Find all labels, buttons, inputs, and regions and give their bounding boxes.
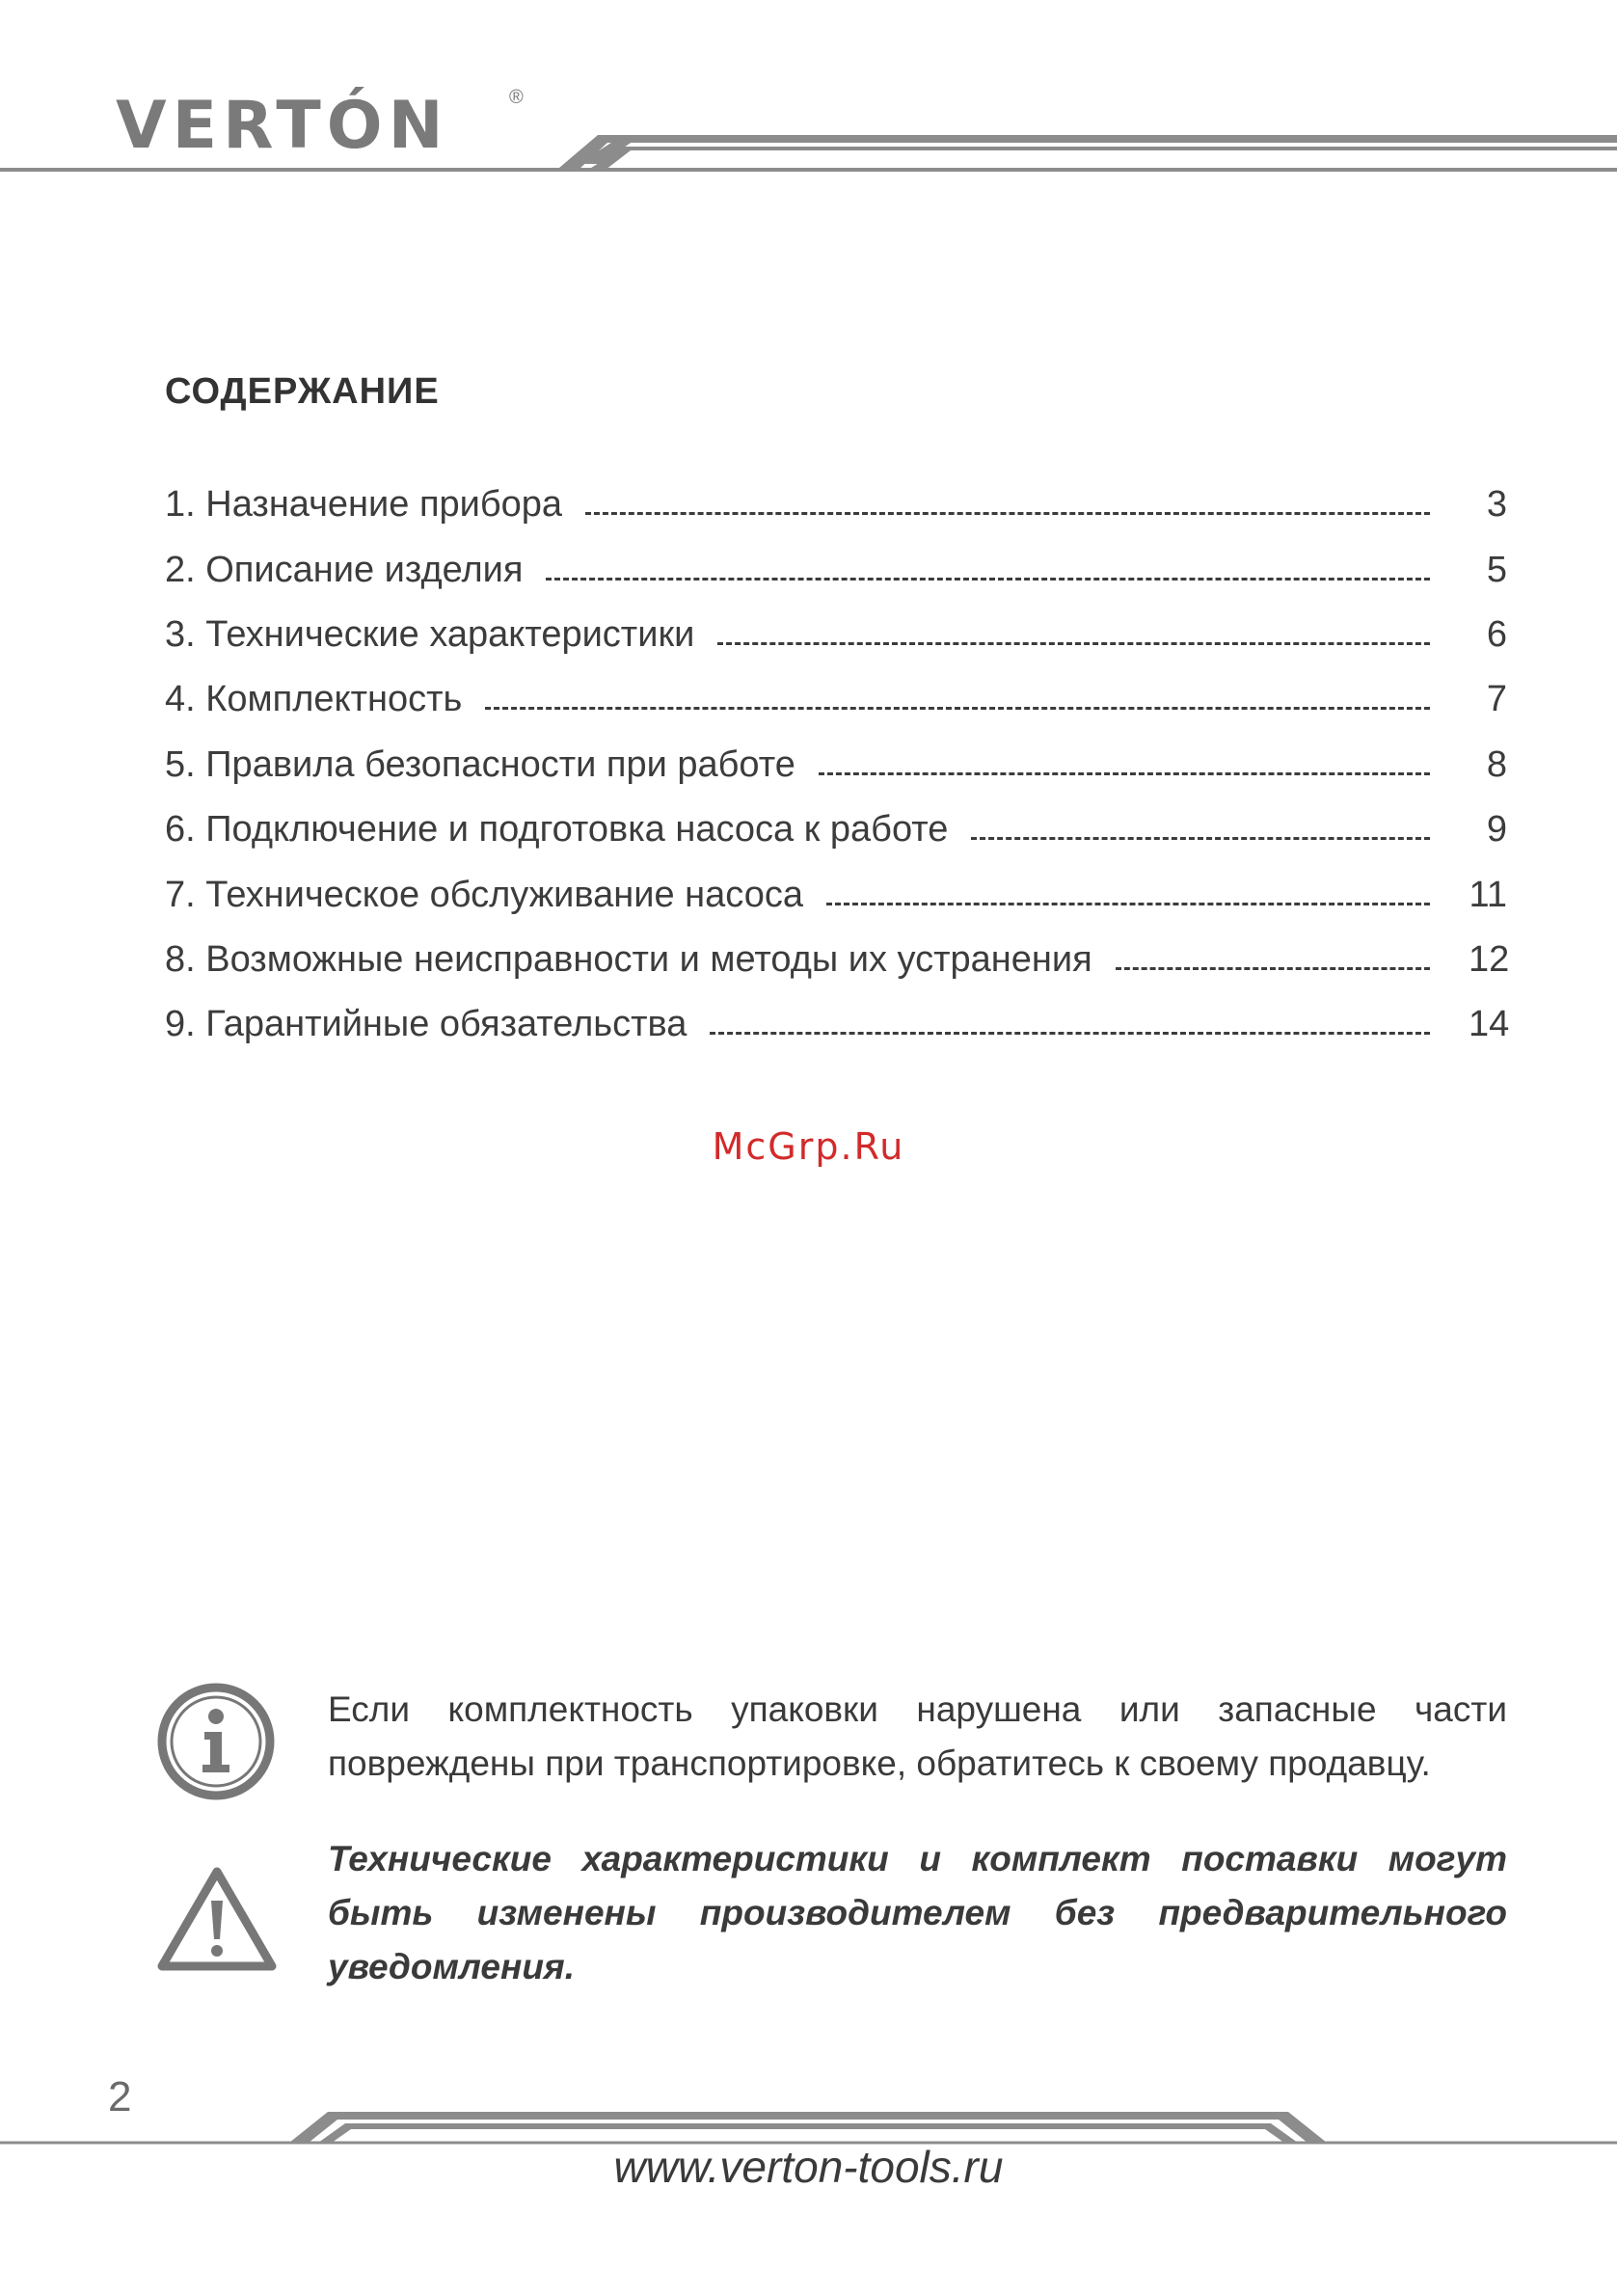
info-icon: [156, 1682, 276, 1801]
toc-item-page: 9: [1486, 809, 1507, 851]
watermark: McGrp.Ru: [712, 1125, 905, 1168]
toc-leader-dashes: [546, 578, 1430, 581]
toc-item-label: 6. Подключение и подготовка насоса к работе: [165, 809, 949, 851]
website-link[interactable]: www.verton-tools.ru: [613, 2142, 1004, 2192]
toc-leader-dashes: [971, 837, 1430, 840]
toc-item-label: 3. Технические характеристики: [165, 613, 695, 655]
toc-item-label: 4. Комплектность: [165, 679, 463, 720]
toc-item-page: 7: [1486, 679, 1507, 720]
warning-note-text: Технические характеристики и комплект поставки могут быть изменены производителем без предварительного уведомления.: [328, 1839, 1507, 1986]
toc-title: СОДЕРЖАНИЕ: [165, 371, 440, 412]
info-note-text: Если комплектность упаковки нарушена или запасные части повреждены при транспортировке, обратитесь к своему продавцу.: [328, 1689, 1507, 1783]
toc-leader-dashes: [1116, 967, 1430, 970]
registered-mark: ®: [509, 87, 524, 108]
toc-leader-dashes: [826, 903, 1430, 905]
toc-leader-dashes: [485, 707, 1430, 710]
page-number: 2: [108, 2073, 132, 2120]
toc-row[interactable]: [165, 667, 1507, 732]
toc-leader-dashes: [717, 642, 1430, 645]
warning-triangle-icon: [156, 1866, 278, 1974]
toc-item-page: 14: [1469, 1004, 1510, 1045]
toc-item-label: 9. Гарантийные обязательства: [165, 1004, 687, 1045]
toc-item-page: 12: [1469, 938, 1510, 980]
toc-item-page: 6: [1486, 613, 1507, 655]
toc-row[interactable]: [165, 797, 1507, 862]
toc-row[interactable]: [165, 603, 1507, 667]
toc-row[interactable]: [165, 992, 1510, 1057]
toc-leader-dashes: [819, 772, 1430, 775]
toc-row[interactable]: [165, 473, 1507, 537]
table-of-contents: [165, 473, 1510, 1058]
toc-row[interactable]: [165, 862, 1507, 927]
toc-item-label: 5. Правила безопасности при работе: [165, 743, 795, 785]
toc-row[interactable]: [165, 733, 1507, 797]
brand-logo-text: VERTÓN: [116, 88, 449, 164]
toc-item-label: 7. Техническое обслуживание насоса: [165, 874, 803, 915]
toc-item-page: 5: [1486, 549, 1507, 590]
toc-item-label: 2. Описание изделия: [165, 549, 524, 590]
toc-row[interactable]: [165, 928, 1510, 992]
toc-item-label: 8. Возможные неисправности и методы их устранения: [165, 938, 1092, 980]
toc-item-label: 1. Назначение прибора: [165, 484, 563, 526]
toc-item-page: 8: [1486, 743, 1507, 785]
toc-leader-dashes: [585, 512, 1430, 515]
brand-logo: [116, 88, 511, 164]
toc-item-page: 3: [1486, 484, 1507, 526]
toc-row[interactable]: [165, 537, 1507, 602]
toc-item-page: 11: [1469, 874, 1507, 915]
toc-leader-dashes: [710, 1032, 1430, 1035]
